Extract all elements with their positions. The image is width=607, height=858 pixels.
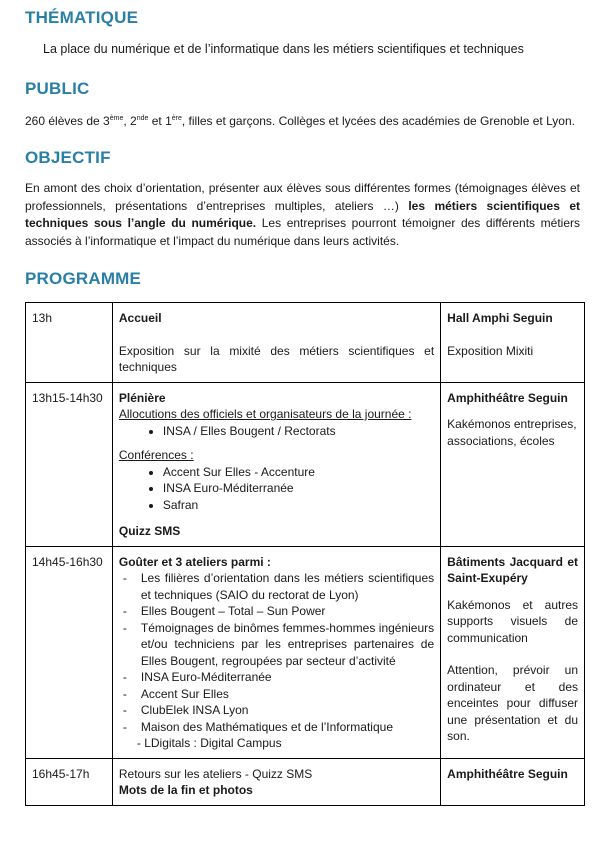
public-heading: PUBLIC: [25, 79, 90, 98]
public-sup-a: ème: [109, 115, 124, 122]
programme-table: [25, 302, 585, 806]
list-item: • INSA Euro-Méditerranée: [163, 480, 434, 497]
row1-activity: [112, 303, 440, 383]
row2-conf-list: [119, 464, 434, 514]
list-item: • Safran: [163, 497, 434, 514]
row3-place3: Attention, prévoir un ordinateur et des enceintes pour diffuser une présentation et du son.: [447, 663, 578, 743]
row3-place-cell: [441, 546, 585, 758]
row3-title: Goûter et 3 ateliers parmi :: [118, 554, 271, 569]
row3-list: [119, 570, 434, 735]
row3-last-item: - LDigitals : Digital Campus: [136, 736, 282, 750]
objectif-heading: OBJECTIF: [25, 148, 111, 167]
row2-quiz: Quizz SMS: [118, 524, 181, 538]
list-item: - INSA Euro-Méditerranée: [141, 669, 434, 686]
objectif-text-bold: les métiers scientifiques et techniques sous l’angle du numérique.: [25, 198, 580, 230]
table-row: [26, 546, 585, 758]
list-item: • Accent Sur Elles - Accenture: [163, 464, 434, 481]
row1-time: 13h: [26, 303, 113, 383]
table-row: [26, 382, 585, 546]
list-item: - Accent Sur Elles: [141, 686, 434, 703]
row1-place2: Exposition Mixiti: [447, 343, 534, 358]
row2-alloc-list: [119, 423, 434, 440]
list-item: - Témoignages de binômes femmes-hommes ingénieurs et/ou techniciens par les entreprises partenaires de Elles Bougent, regroupées par secteur d’activité: [141, 620, 434, 670]
row1-place: Hall Amphi Seguin: [447, 311, 553, 325]
row2-place-cell: [441, 382, 585, 546]
row3-last-item-text: LDigitals : Digital Campus: [144, 736, 282, 750]
row4-line1: Retours sur les ateliers - Quizz SMS: [118, 766, 313, 781]
row2-place2: Kakémonos entreprises, associations, écoles: [447, 417, 577, 448]
row2-conf-label: Conférences :: [118, 448, 194, 462]
row3-place: Bâtiments Jacquard et Saint-Exupéry: [447, 554, 578, 585]
table-row: [26, 758, 585, 805]
public-text-c: et 1: [148, 114, 172, 128]
public-text-b: , 2: [123, 114, 137, 128]
row1-desc: Exposition sur la mixité des métiers scientifiques et techniques: [118, 343, 435, 374]
row4-place: Amphithéâtre Seguin: [447, 766, 568, 781]
row1-place-cell: [441, 303, 585, 383]
row4-time: 16h45-17h: [26, 758, 113, 805]
row4-activity: [112, 758, 440, 805]
row2-title: Plénière: [118, 390, 166, 405]
row2-time: 13h15-14h30: [26, 382, 113, 546]
public-sup-c: ère: [171, 115, 182, 122]
programme-heading: PROGRAMME: [25, 269, 142, 288]
thematique-text: La place du numérique et de l’informatique dans les métiers scientifiques et techniques: [43, 42, 524, 56]
public-text-d: , filles et garçons. Collèges et lycées des académies de Grenoble et Lyon.: [181, 114, 575, 128]
objectif-text-after: Les entreprises pourront témoigner des différents métiers associés à l’informatique et l’impact du numérique dans leurs activités.: [25, 216, 580, 248]
row3-place2: Kakémonos et autres supports visuels de communication: [447, 597, 578, 645]
row1-title: Accueil: [118, 311, 162, 325]
thematique-heading: THÉMATIQUE: [25, 8, 139, 27]
list-item: - Les filières d’orientation dans les métiers scientifiques et techniques (SAIO du rectorat de Lyon): [141, 570, 434, 603]
row2-alloc-label: Allocutions des officiels et organisateurs de la journée :: [118, 407, 412, 421]
list-item: - Maison des Mathématiques et de l’Informatique: [141, 719, 434, 736]
public-text-a: 260 élèves de 3: [25, 114, 110, 128]
table-row: [26, 303, 585, 383]
row4-place-cell: [441, 758, 585, 805]
row4-line2: Mots de la fin et photos: [118, 783, 253, 797]
list-item: • INSA / Elles Bougent / Rectorats: [163, 423, 434, 440]
objectif-text-before: En amont des choix d’orientation, présenter aux élèves sous différentes formes (témoignages élèves et professionnels, présentations d’entreprises multiples, ateliers …): [25, 181, 580, 213]
row2-activity: [112, 382, 440, 546]
row3-activity: [112, 546, 440, 758]
objectif-text: [25, 180, 580, 250]
list-item: - Elles Bougent – Total – Sun Power: [141, 603, 434, 620]
public-text: [25, 114, 575, 128]
row2-place: Amphithéâtre Seguin: [447, 390, 568, 405]
list-item: - ClubElek INSA Lyon: [141, 702, 434, 719]
row3-time: 14h45-16h30: [26, 546, 113, 758]
public-sup-b: nde: [136, 115, 149, 122]
